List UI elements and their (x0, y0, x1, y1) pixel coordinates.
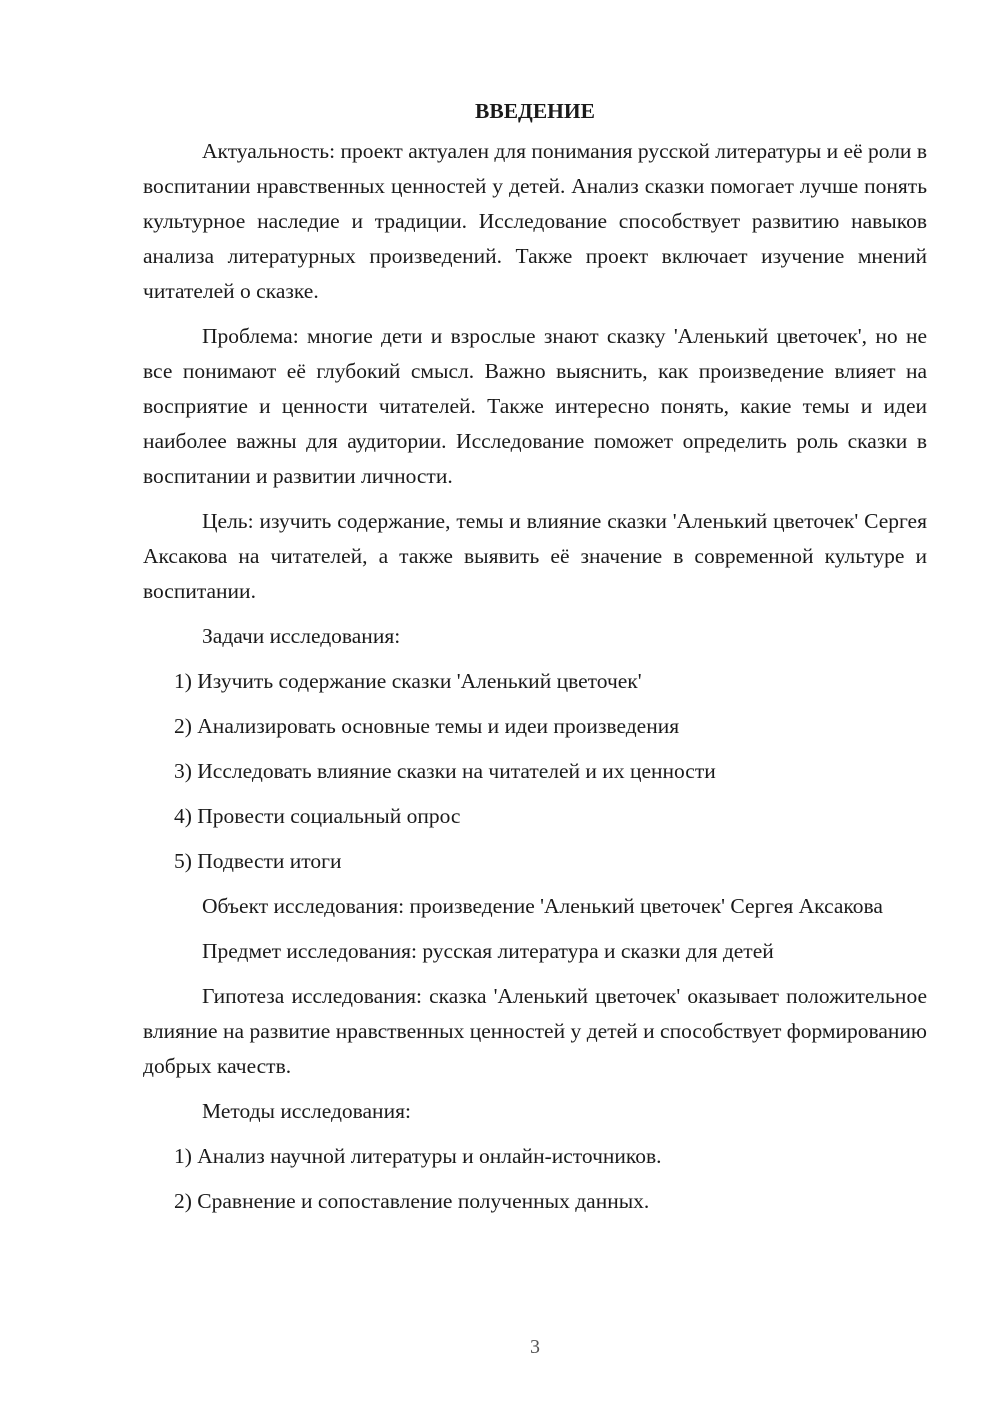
document-page (143, 96, 927, 1229)
list-item: 5) Подвести итоги (174, 849, 342, 873)
page-title: ВВЕДЕНИЕ (475, 99, 595, 123)
list-item: 2) Сравнение и сопоставление полученных данных. (174, 1189, 650, 1213)
problem-paragraph: Проблема: многие дети и взрослые знают сказку 'Аленький цветочек', но не все понимают её глубокий смысл. Важно выяснить, как произведение влияет на восприятие и ценности читателей. Также интересно понять, какие темы и идеи наиболее важны для аудитории. Исследование поможет определить роль сказки в воспитании и развитии личности. (143, 324, 927, 488)
tasks-heading: Задачи исследования: (202, 624, 401, 648)
tasks-list (143, 664, 927, 879)
relevance-paragraph: Актуальность: проект актуален для понимания русской литературы и её роли в воспитании нравственных ценностей у детей. Анализ сказки помогает лучше понять культурное наследие и традиции. Исследование способствует развитию навыков анализа литературных произведений. Также проект включает изучение мнений читателей о сказке. (143, 139, 927, 303)
methods-list (143, 1139, 927, 1219)
subject-paragraph: Предмет исследования: русская литература и сказки для детей (202, 939, 774, 963)
list-item: 4) Провести социальный опрос (174, 804, 461, 828)
list-item: 2) Анализировать основные темы и идеи произведения (174, 714, 680, 738)
methods-heading: Методы исследования: (202, 1099, 411, 1123)
object-paragraph: Объект исследования: произведение 'Аленький цветочек' Сергея Аксакова (202, 894, 883, 918)
hypothesis-paragraph: Гипотеза исследования: сказка 'Аленький цветочек' оказывает положительное влияние на развитие нравственных ценностей у детей и способствует формированию добрых качеств. (143, 984, 927, 1078)
goal-paragraph: Цель: изучить содержание, темы и влияние сказки 'Аленький цветочек' Сергея Аксакова на читателей, а также выявить её значение в современной культуре и воспитании. (143, 509, 927, 603)
list-item: 1) Анализ научной литературы и онлайн-источников. (174, 1144, 662, 1168)
list-item: 1) Изучить содержание сказки 'Аленький цветочек' (174, 669, 642, 693)
list-item: 3) Исследовать влияние сказки на читателей и их ценности (174, 759, 716, 783)
page-number: 3 (530, 1336, 540, 1358)
